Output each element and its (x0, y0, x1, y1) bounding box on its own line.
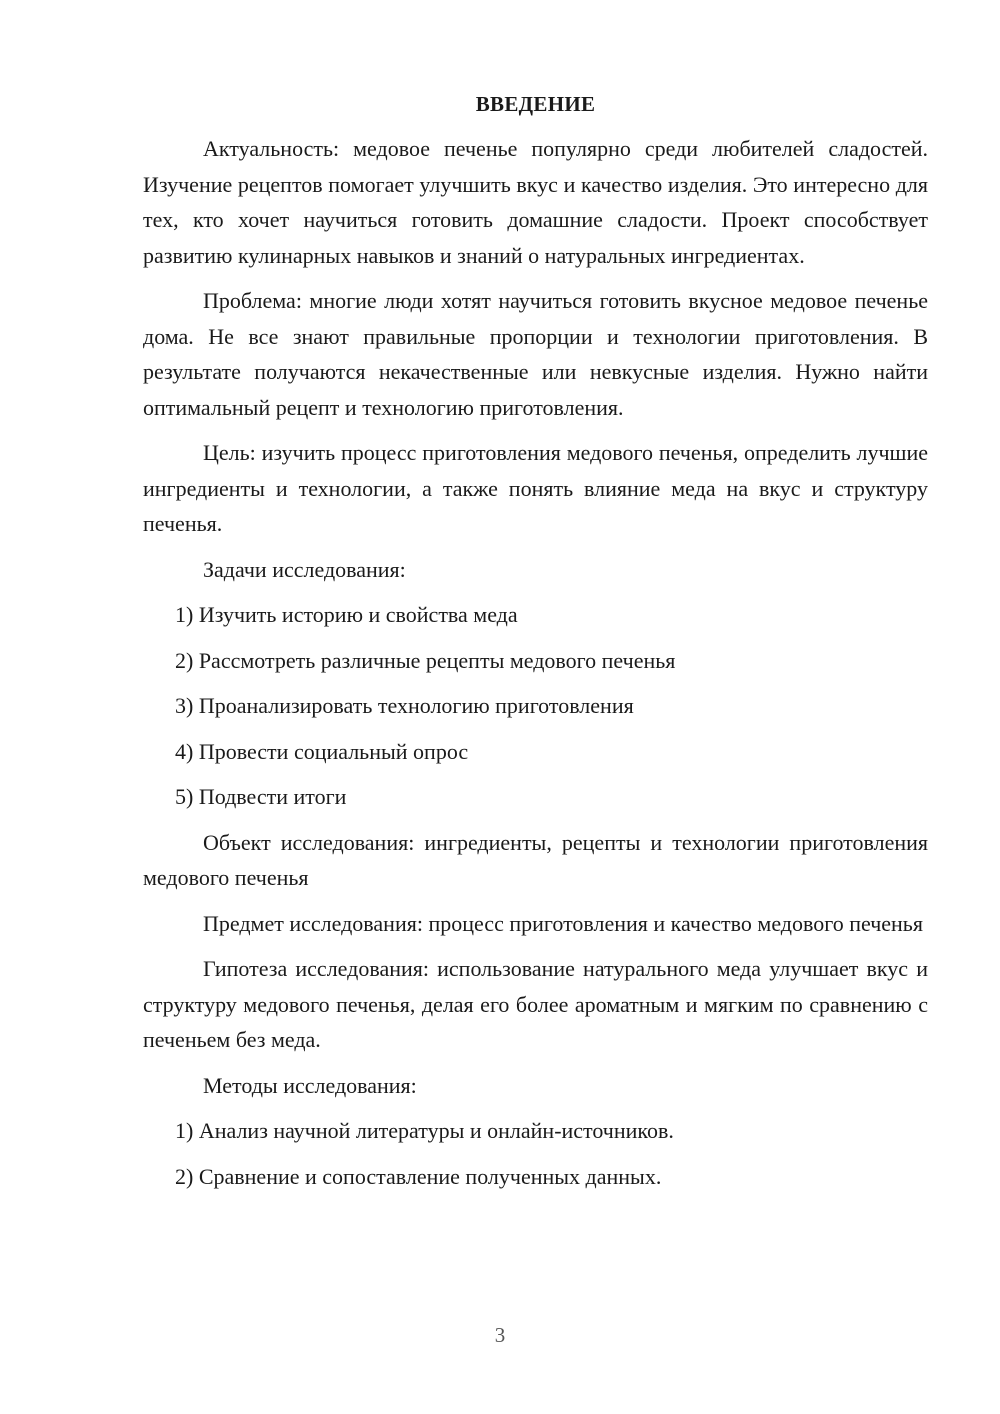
list-item: 5) Подвести итоги (175, 784, 347, 809)
list-item: 3) Проанализировать технологию приготовления (175, 693, 634, 718)
methods-list (143, 1113, 928, 1194)
list-item: 2) Рассмотреть различные рецепты медового печенья (175, 647, 676, 673)
list-item: 1) Изучить историю и свойства меда (175, 602, 518, 627)
page-number: 3 (494, 1323, 506, 1347)
object-paragraph: Объект исследования: ингредиенты, рецепты и технологии приготовления медового печенья (143, 829, 928, 890)
list-item: 2) Сравнение и сопоставление полученных данных. (175, 1163, 662, 1189)
list-item: 1) Анализ научной литературы и онлайн-источников. (175, 1118, 674, 1143)
methods-heading: Методы исследования: (203, 1072, 417, 1098)
subject-paragraph: Предмет исследования: процесс приготовления и качество медового печенья (203, 910, 923, 936)
tasks-list (143, 597, 928, 815)
tasks-heading: Задачи исследования: (203, 556, 406, 582)
page-title: ВВЕДЕНИЕ (475, 92, 596, 116)
hypothesis-paragraph: Гипотеза исследования: использование натурального меда улучшает вкус и структуру медового печенья, делая его более ароматным и мягким по сравнению с печеньем без меда. (143, 956, 928, 1052)
relevance-paragraph: Актуальность: медовое печенье популярно среди любителей сладостей. Изучение рецептов помогает улучшить вкус и качество изделия. Это интересно для тех, кто хочет научиться готовить домашние сладости. Проект способствует развитию кулинарных навыков и знаний о натуральных ингредиентах. (143, 136, 928, 268)
list-item: 4) Провести социальный опрос (175, 738, 469, 764)
problem-paragraph: Проблема: многие люди хотят научиться готовить вкусное медовое печенье дома. Не все знают правильные пропорции и технологии приготовления. В результате получаются некачественные или невкусные изделия. Нужно найти оптимальный рецепт и технологию приготовления. (143, 288, 928, 420)
document-page (143, 92, 928, 1204)
goal-paragraph: Цель: изучить процесс приготовления медового печенья, определить лучшие ингредиенты и технологии, а также понять влияние меда на вкус и структуру печенья. (143, 440, 928, 536)
